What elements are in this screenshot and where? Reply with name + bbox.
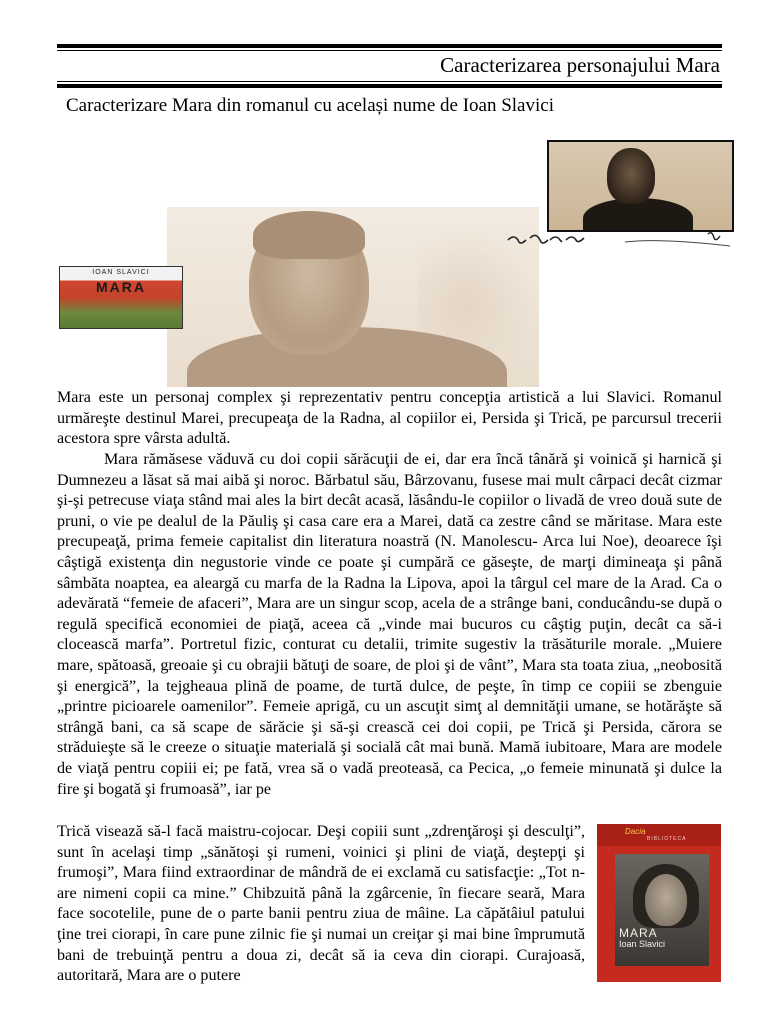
book-title: MARA bbox=[619, 926, 658, 940]
document-title: Caracterizare Mara din romanul cu același nume de Ioan Slavici bbox=[66, 95, 554, 116]
author-signature bbox=[500, 228, 735, 258]
paragraph-main bbox=[57, 450, 722, 800]
book-author: Ioan Slavici bbox=[619, 939, 666, 949]
book-cover-large bbox=[597, 824, 721, 982]
paragraph-text: Mara rămăsese văduvă cu doi copii sărăcuţii de ei, dar era încă tânără şi voinică şi harnică şi Dumnezeu a lăsat să mai aibă şi noroc. Bărbatul său, Bârzovanu, fusese mai mult cârpaci decât cizmar şi-şi petrecuse viaţa stând mai ales la birt decât acasă, lăsându-le copiilor o livadă de vreo două sute de pruni, o vie pe dealul de la Păuliş şi casa care era a Marei, dată ca zestre când se măritase. Mara este precupeaţă, prima femeie capitalist din literatura noastră (N. Manolescu- Arca lui Noe), deoarece îşi câştigă existenţa din negustorie vinde ce poate şi cumpără ce găseşte, de marţi dimineaţa şi până sâmbăta noaptea, ea aleargă cu marfa de la Radna la Lipova, apoi la târgul cel mare de la Arad. Ca o adevărată “femeie de afaceri”, Mara are un singur scop, acela de a strânge bani, conducându-se după o regulă specifică economiei de piaţă, aceea că „vinde mai bucuros cu câştig puţin, decât ca să-i clocească marfa”. Portretul fizic, conturat cu detalii, trimite sugestiv la trăsăturile morale. „Muiere mare, spătoasă, greoaie şi cu obrajii bătuţi de soare, de ploi şi de vânt”, Mara sta toata ziua, „neobosită şi energică”, la tejgheaua plină de poame, de turtă dulce, de peşte, în timp ce copiii se zbenguie „printre picioarele oamenilor”. Femeie aprigă, cu un ascuţit simţ al demnităţii umane, se hotărăşte să strângă bani, ca să scape de sărăcie şi să-şi crească cei doi copii, pe Trică şi Persida, cărora se străduieşte să le creeze o situaţie materială şi socială cât mai bună. Mamă iubitoare, Mara are modele de viaţă pentru copiii ei; pe fată, vrea să o vadă preoteasă, ca Pecica, „o femeie minunată şi dulce la fire şi bogată şi frumoasă”, iar pe bbox=[57, 451, 722, 798]
book-publisher: Dacia bbox=[625, 827, 646, 836]
paragraph-text: Mara este un personaj complex şi reprezentativ pentru concepţia artistică a lui Slavici. Romanul urmăreşte destinul Marei, precupeaţa de la Radna, al copiilor ei, Persida şi Trică, pe parcursul trecerii acestora spre vârsta adultă. bbox=[57, 389, 722, 448]
paragraph-continuation bbox=[57, 822, 585, 987]
book-cover-small bbox=[59, 266, 183, 329]
header-rule-top bbox=[57, 44, 722, 48]
author-portrait-photo bbox=[547, 140, 734, 232]
book-cover-small-author: IOAN SLAVICI bbox=[92, 269, 150, 276]
book-cover-small-title: MARA bbox=[96, 279, 146, 295]
header-title: Caracterizarea personajului Mara bbox=[440, 53, 720, 77]
header-rule-bottom bbox=[57, 84, 722, 88]
book-collection: BIBLIOTECA bbox=[647, 836, 687, 842]
paragraph-text: Trică visează să-l facă maistru-cojocar. Deşi copiii sunt „zdrenţăroşi şi desculţi”, sunt în acelaşi timp „sănătoşi şi rumeni, voinici şi plini de viaţă, deştepţi şi frumoşi”, Mara fiind extraordinar de mândră de ei exclamă cu satisfacţie: „Tot n-are nimeni copii ca mine.” Chibzuită până la zgârcenie, în fiecare seară, Mara face socotelile, pune de o parte banii pentru ziua de mâine. La căpătâiul patului ţine trei ciorapi, în care pune zilnic fie şi numai un creiţar şi mai bine împrumută bani de trebuinţă pentru a doua zi, decât să ia ceva din ciorapi. Curajoasă, autoritară, Mara are o putere bbox=[57, 823, 585, 985]
author-portrait-large-photo bbox=[167, 207, 539, 387]
paragraph-intro bbox=[57, 388, 722, 450]
header-rule-top-thin bbox=[57, 50, 722, 51]
header-rule-bottom-thin bbox=[57, 81, 722, 82]
